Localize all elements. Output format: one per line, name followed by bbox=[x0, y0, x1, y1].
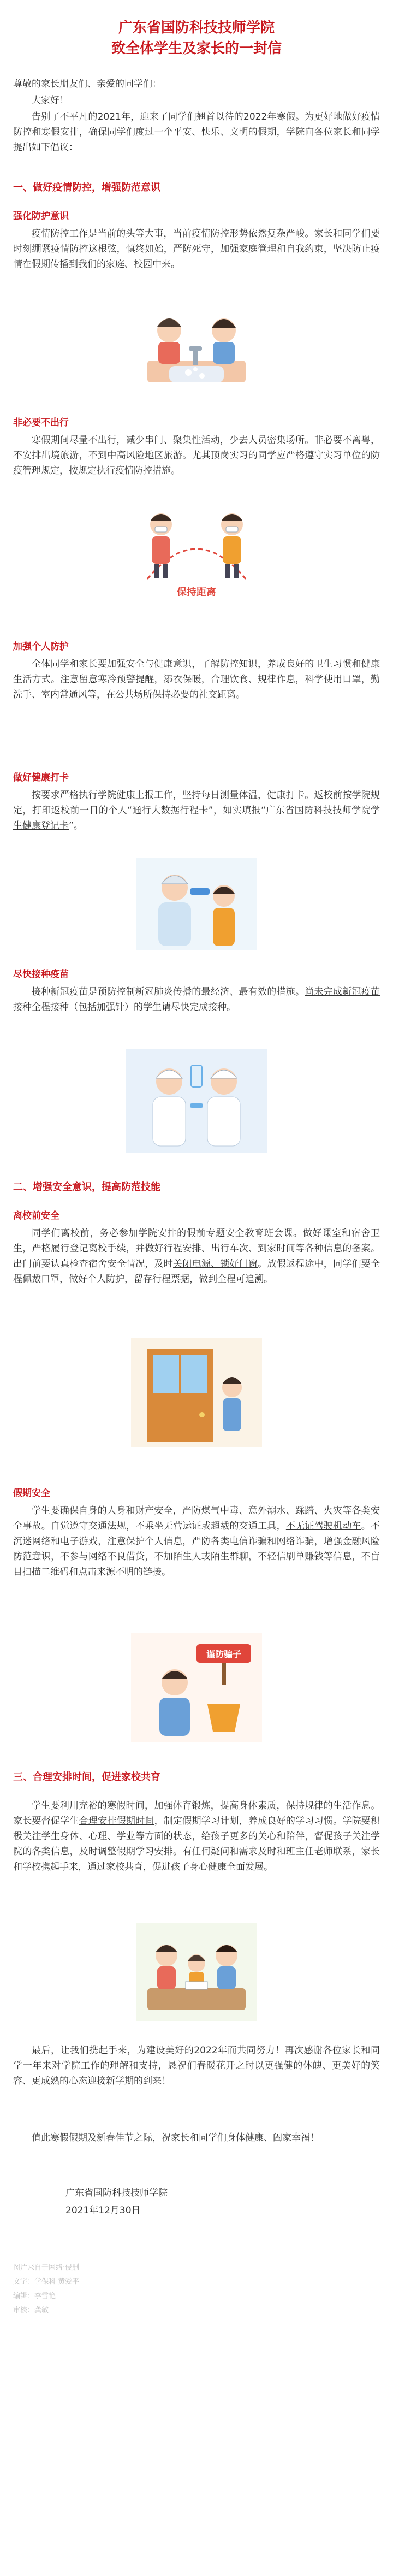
s2-text-underlined: 非必要不离粤，不安排出境旅游，不到中高风险地区旅游。 bbox=[13, 435, 380, 461]
lock-door-illustration bbox=[131, 1338, 262, 1447]
s4-text-u3: 广东省国防科技技师学院学生健康登记卡 bbox=[13, 805, 380, 831]
fraud-sign-label: 谨防骗子 bbox=[206, 1650, 242, 1659]
vaccination-illustration bbox=[126, 1049, 267, 1153]
fraud-warning-illustration bbox=[131, 1633, 262, 1742]
credit-review: 审核：龚敏 bbox=[13, 2306, 49, 2314]
s2-2-text-c: ，增强金融风险防范意识，不参与网络不良借贷，不加陌生人或陌生群聊，不轻信刷单赚钱等信息，不盲目扫描二维码和点击来源不明的链接。 bbox=[13, 1536, 380, 1577]
signature-org: 广东省国防科技技师学院 bbox=[66, 2188, 168, 2199]
intro-paragraph: 告别了不平凡的2021年，迎来了同学们翘首以待的2022年寒假。为更好地做好疫情防控和寒假安排，确保同学们度过一个平安、快乐、文明的假期，学院向各位家长和同学提出如下倡议： bbox=[13, 111, 380, 153]
title-letter: 致全体学生及家长的一封信 bbox=[111, 40, 282, 57]
s2-2-text-u2: 严防各类电信诈骗和网络诈骗 bbox=[192, 1536, 314, 1547]
section3-heading: 三、合理安排时间，促进家校共育 bbox=[13, 1771, 160, 1783]
s1-text: 疫情防控工作是当前的头等大事，当前疫情防控形势依然复杂严峻。家长和同学们要时刻绷紧疫情防控这根弦，慎终如始，严防死守，加强家庭管理和自我约束，坚决防止疫情在假期传播到我们的家庭、校园中来。 bbox=[13, 228, 380, 270]
s2-2-text-u1: 不无证驾驶机动车 bbox=[285, 1521, 361, 1532]
s4-text-d: ”。 bbox=[69, 820, 83, 831]
s5-text-underlined: 尚未完成新冠疫苗接种全程接种（包括加强针）的学生请尽快完成接种。 bbox=[13, 986, 380, 1013]
s4-text-c: ”，如实填报“ bbox=[208, 805, 266, 816]
s2-text bbox=[13, 433, 380, 478]
s2-1-title: 离校前安全 bbox=[13, 1210, 59, 1221]
s4-text-u1: 严格执行学院健康上报工作 bbox=[59, 790, 173, 801]
s3-title: 加强个人防护 bbox=[13, 641, 69, 652]
credit-images: 图片来自于网络·侵删 bbox=[13, 2264, 80, 2272]
section2-heading: 二、增强安全意识，提高防范技能 bbox=[13, 1181, 160, 1193]
s2-1-text-b: ，并做好行程安排、出行车次、到家时间等各种信息的备案。出门前要认真检查宿舍安全情况，及时 bbox=[13, 1243, 380, 1269]
handwashing-illustration bbox=[136, 300, 257, 399]
s2-1-text-a: 同学们离校前，务必参加学院安排的假前专题安全教育班会课。做好课室和宿舍卫生， bbox=[13, 1228, 380, 1254]
s2-2-title: 假期安全 bbox=[13, 1488, 50, 1499]
credit-editor: 编辑：李雪艳 bbox=[13, 2292, 56, 2300]
family-illustration bbox=[136, 1923, 257, 2021]
keep-distance-illustration bbox=[131, 486, 262, 606]
s3-text: 全体同学和家长要加强安全与健康意识，了解防控知识，养成良好的卫生习惯和健康生活方式。注意留意寒冷预警提醒，添衣保暖，合理饮食、规律作息，科学使用口罩，勤洗手、室内常通风等，在公共场所保持必要的社交距离。 bbox=[13, 659, 380, 700]
s5-title: 尽快接种疫苗 bbox=[13, 969, 69, 980]
credit-text: 文字：学保科 黄爱平 bbox=[13, 2278, 80, 2286]
s4-text bbox=[13, 788, 380, 834]
s3-p1-u: 合理安排假期时间 bbox=[79, 1816, 154, 1827]
s2-title: 非必要不出行 bbox=[13, 417, 69, 428]
s4-text-b: ，坚持每日测量体温，健康打卡。返校前按学院规定，打印返校前一日的个人“ bbox=[13, 790, 380, 816]
s2-text-a: 寒假期间尽量不出行，减少串门、聚集性活动，少去人员密集场所。 bbox=[32, 435, 314, 446]
s2-1-text bbox=[13, 1226, 380, 1287]
s4-text-u2: 通行大数据行程卡 bbox=[132, 805, 209, 816]
s2-2-text-b: 。不沉迷网络和电子游戏，注意保护个人信息， bbox=[13, 1521, 380, 1547]
section1-heading: 一、做好疫情防控，增强防范意识 bbox=[13, 182, 160, 193]
signature-date: 2021年12月30日 bbox=[66, 2205, 141, 2216]
s3-p3: 值此寒假假期及新春佳节之际，祝家长和同学们身体健康、阖家幸福！ bbox=[32, 2132, 319, 2143]
s2-text-b: 尤其顶岗实习的同学应严格遵守实习单位的防疫管理规定，按规定执行疫情防控措施。 bbox=[13, 450, 380, 476]
s2-2-text bbox=[13, 1503, 380, 1580]
s3-p2: 最后，让我们携起手来，为建设美好的2022年而共同努力！再次感谢各位家长和同学一年来对学院工作的理解和支持，恳祝们春暖花开之时以更强健的体魄、更美好的笑容、更成熟的心态迎接新学期的到来！ bbox=[13, 2045, 380, 2087]
s3-p1-b: ，制定假期学习计划，养成良好的学习习惯。学院要积极关注学生身体、心理、学业等方面的状态，给孩子更多的关心和陪伴，督促孩子关注学院的各类信息，及时调整假期学习安排。有任何疑问和需求及时和班主任老师联系，家长和学校携起手来，通过家校共育，促进孩子身心健康全面发展。 bbox=[13, 1816, 380, 1872]
s2-2-text-a: 学生要确保自身的人身和财产安全，严防煤气中毒、意外溺水、踩踏、火灾等各类安全事故。自觉遵守交通法规，不乘坐无营运证或超载的交通工具， bbox=[13, 1505, 380, 1532]
s2-1-text-c: 。放假返程途中，同学们要全程佩戴口罩，做好个人防护，留存行程票据，做到全程可追溯。 bbox=[13, 1259, 380, 1285]
s3-p1-a: 学生要利用充裕的寒假时间，加强体育锻炼，提高身体素质，保持规律的生活作息。家长要督促学生 bbox=[13, 1800, 380, 1827]
temperature-check-illustration bbox=[136, 858, 257, 950]
s5-text-a: 接种新冠疫苗是预防控制新冠肺炎传播的最经济、最有效的措施。 bbox=[32, 986, 305, 997]
s1-title: 强化防护意识 bbox=[13, 211, 69, 222]
s4-text-a: 按要求 bbox=[32, 790, 60, 801]
hello: 大家好！ bbox=[32, 95, 69, 106]
s5-text bbox=[13, 984, 380, 1015]
title-school: 广东省国防科技技师学院 bbox=[118, 20, 275, 36]
s3-p1 bbox=[13, 1798, 380, 1875]
s2-1-text-u1: 严格履行登记离校手续 bbox=[32, 1243, 126, 1254]
keep-distance-label: 保持距离 bbox=[177, 587, 216, 598]
greeting: 尊敬的家长朋友们、亲爱的同学们： bbox=[13, 79, 162, 90]
s4-title: 做好健康打卡 bbox=[13, 772, 69, 783]
s2-1-text-u2: 关闭电源、锁好门窗 bbox=[173, 1259, 258, 1269]
